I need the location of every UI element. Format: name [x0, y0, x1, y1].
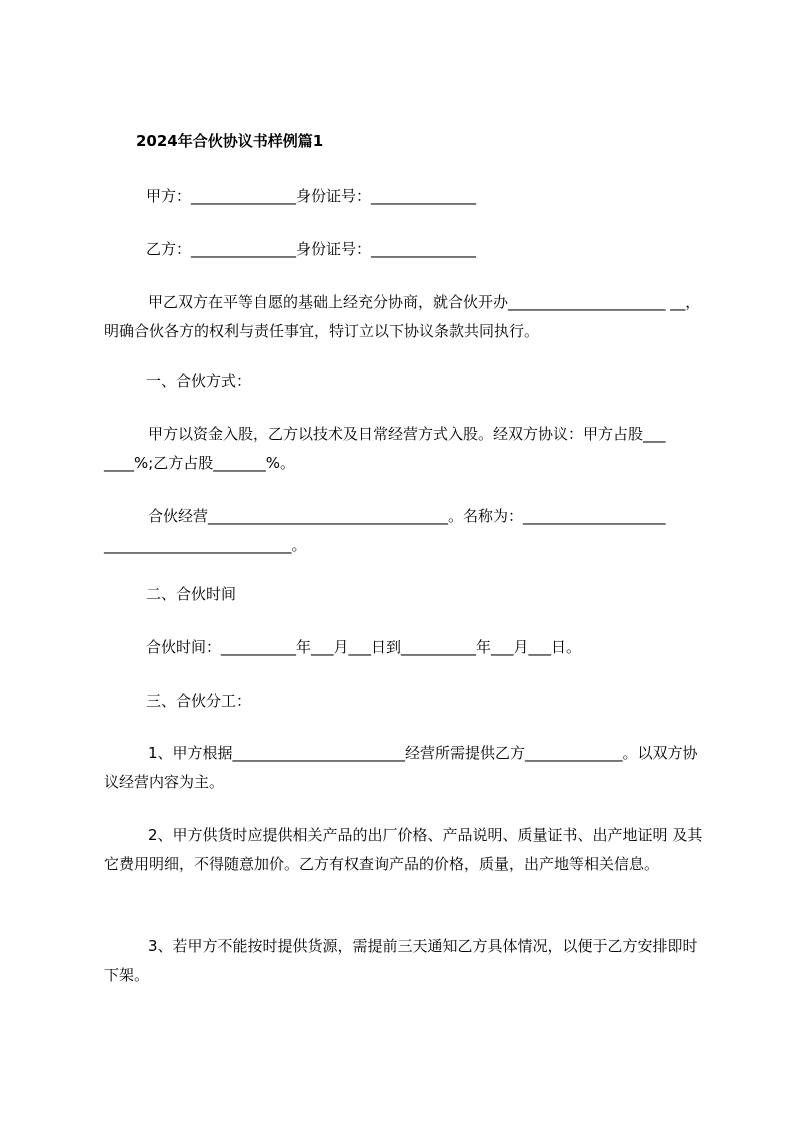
section3-item-1: 1、甲方根据_______________________经营所需提供乙方_____________。以双方协议经营内容为主。	[104, 744, 698, 791]
party-a-line: 甲方：______________身份证号：______________	[146, 187, 477, 205]
section2-heading: 二、合伙时间	[146, 585, 237, 603]
intro-paragraph: 甲乙双方在平等自愿的基础上经充分协商，就合伙开办_____________________ __，明确合伙各方的权利与责任事宜，特订立以下协议条款共同执行。	[104, 293, 701, 340]
section1-paragraph-2: 合伙经营________________________________。名称为：___________________ _________________________。	[104, 507, 666, 554]
section3-heading: 三、合伙分工：	[146, 692, 252, 710]
document-title: 2024年合伙协议书样例篇1	[136, 132, 324, 150]
section1-heading: 一、合伙方式：	[146, 372, 252, 390]
section1-paragraph-1: 甲方以资金入股，乙方以技术及日常经营方式入股。经双方协议：甲方占股___ ____%;乙方占股_______%。	[104, 425, 666, 472]
party-b-line: 乙方：______________身份证号：______________	[146, 240, 477, 258]
section2-paragraph-1: 合伙时间：__________年___月___日到__________年___月___日。	[146, 638, 582, 656]
section3-item-2: 2、甲方供货时应提供相关产品的出厂价格、产品说明、质量证书、出产地证明 及其它费用明细，不得随意加价。乙方有权查询产品的价格，质量，出产地等相关信息。	[104, 826, 703, 873]
section3-item-3: 3、若甲方不能按时提供货源，需提前三天通知乙方具体情况，以便于乙方安排即时下架。	[104, 937, 698, 984]
